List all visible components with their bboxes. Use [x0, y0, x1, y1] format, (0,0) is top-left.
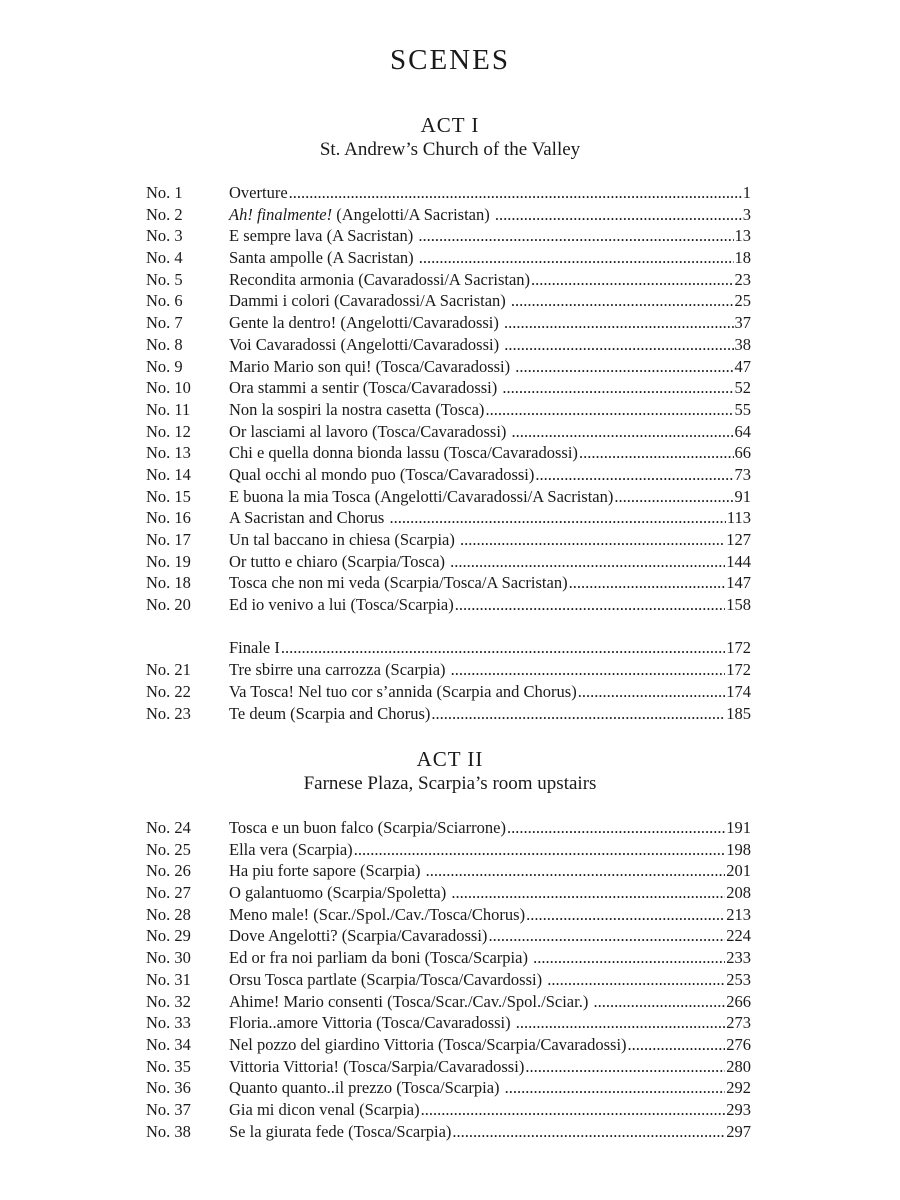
scene-entry — [146, 947, 751, 969]
scene-entry — [146, 1012, 751, 1034]
scene-entry — [146, 290, 751, 312]
dot-leader — [502, 377, 733, 399]
scene-number: No. 12 — [146, 421, 191, 441]
scene-title: Tosca e un buon falco (Scarpia/Sciarrone) — [229, 818, 506, 837]
scene-page-number: 185 — [726, 703, 751, 723]
scene-number: No. 33 — [146, 1013, 191, 1033]
dot-leader — [451, 659, 726, 681]
scene-page-number: 198 — [726, 839, 751, 859]
scene-title: Vittoria Vittoria! (Tosca/Sarpia/Cavaradossi) — [229, 1056, 525, 1076]
scene-entry — [146, 377, 751, 399]
scene-number: No. 37 — [146, 1099, 191, 1119]
scene-number: No. 8 — [146, 334, 183, 354]
dot-leader — [451, 882, 725, 904]
dot-leader — [578, 681, 726, 703]
scene-number: No. 9 — [146, 356, 183, 376]
scene-title: Dammi i colori (Cavaradossi/A Sacristan) — [229, 291, 510, 311]
scene-title: Un tal baccano in chiesa (Scarpia) — [229, 530, 459, 549]
scene-page-number: 91 — [734, 486, 751, 506]
scene-page-number: 297 — [726, 1121, 751, 1141]
dot-leader — [515, 356, 733, 378]
scene-title: Gia mi dicon venal (Scarpia) — [229, 1099, 420, 1119]
act-1-heading: ACT I — [420, 113, 480, 137]
scene-page-number: 18 — [734, 248, 751, 268]
scene-page-number: 47 — [734, 356, 751, 376]
scene-number: No. 20 — [146, 595, 191, 615]
scene-page-number: 208 — [726, 883, 751, 903]
scene-entry — [146, 182, 751, 204]
scene-page-number: 113 — [726, 508, 751, 528]
scene-number: No. 25 — [146, 839, 191, 859]
scene-title: Or lasciami al lavoro (Tosca/Cavaradossi) — [229, 421, 511, 441]
scene-number: No. 23 — [146, 703, 191, 723]
act-2-scene-list — [146, 817, 751, 1142]
scene-entry — [146, 312, 751, 334]
scene-number: No. 4 — [146, 248, 183, 268]
scene-page-number: 1 — [742, 183, 751, 202]
scene-page-number: 224 — [726, 926, 751, 946]
scene-page-number: 144 — [726, 551, 751, 571]
act-1-scene-list — [146, 182, 751, 724]
scene-number: No. 27 — [146, 883, 191, 903]
scene-number: No. 14 — [146, 464, 191, 484]
scene-number: No. 32 — [146, 991, 191, 1011]
scene-page-number: 191 — [726, 818, 751, 837]
scene-title — [229, 204, 494, 226]
dot-leader — [418, 225, 733, 247]
scene-title: Floria..amore Vittoria (Tosca/Cavaradossi) — [229, 1013, 515, 1033]
scene-title: Chi e quella donna bionda lassu (Tosca/Cavaradossi) — [229, 443, 578, 463]
act-2-heading: ACT II — [416, 747, 484, 771]
dot-leader — [450, 551, 725, 573]
scene-entry — [146, 486, 751, 508]
scene-entry — [146, 464, 751, 486]
scene-entry — [146, 529, 751, 551]
scene-page-number: 55 — [734, 399, 751, 419]
scene-title-italic: Ah! finalmente! — [229, 204, 333, 224]
scene-entry — [146, 860, 751, 882]
dot-leader — [460, 529, 725, 551]
scene-entry — [146, 507, 751, 529]
scene-page-number: 280 — [726, 1056, 751, 1076]
scene-title: Ed io venivo a lui (Tosca/Scarpia) — [229, 595, 454, 615]
scene-number: No. 2 — [146, 204, 183, 224]
scene-entry — [146, 421, 751, 443]
dot-leader — [455, 594, 726, 616]
dot-leader — [593, 991, 725, 1013]
scene-title: Overture — [229, 183, 288, 202]
group-spacer — [146, 616, 751, 638]
scene-page-number: 37 — [734, 313, 751, 333]
scene-number: No. 31 — [146, 969, 191, 989]
scene-page-number: 253 — [726, 969, 751, 989]
scene-entry — [146, 572, 751, 594]
scene-entry — [146, 681, 751, 703]
dot-leader — [495, 204, 742, 226]
scene-page-number: 213 — [726, 904, 751, 924]
scene-number: No. 19 — [146, 551, 191, 571]
scene-page-number: 158 — [726, 595, 751, 615]
dot-leader — [426, 860, 726, 882]
scene-number: No. 5 — [146, 269, 183, 289]
scene-title: Non la sospiri la nostra casetta (Tosca) — [229, 399, 485, 419]
scene-entry — [146, 991, 751, 1013]
scene-title: O galantuomo (Scarpia/Spoletta) — [229, 883, 451, 903]
scene-title: Meno male! (Scar./Spol./Cav./Tosca/Chorus) — [229, 904, 526, 924]
scene-entry — [146, 442, 751, 464]
dot-leader — [512, 421, 734, 443]
scene-number: No. 13 — [146, 443, 191, 463]
scene-number: No. 24 — [146, 818, 191, 837]
scene-entry — [146, 269, 751, 291]
scene-page-number: 273 — [726, 1013, 751, 1033]
scene-title: Tosca che non mi veda (Scarpia/Tosca/A Sacristan) — [229, 573, 568, 593]
scene-number: No. 28 — [146, 904, 191, 924]
act-2-location: Farnese Plaza, Scarpia’s room upstairs — [303, 773, 597, 794]
act-1-location: St. Andrew’s Church of the Valley — [319, 139, 581, 160]
scene-title-rest: (Angelotti/A Sacristan) — [332, 204, 494, 224]
dot-leader — [533, 947, 725, 969]
scene-title: Mario Mario son qui! (Tosca/Cavaradossi) — [229, 356, 515, 376]
dot-leader — [431, 703, 725, 725]
dot-leader — [504, 312, 734, 334]
scene-entry — [146, 1056, 751, 1078]
scene-entry — [146, 399, 751, 421]
scene-title: Ella vera (Scarpia) — [229, 839, 353, 859]
scene-page-number: 147 — [726, 573, 751, 593]
scene-number: No. 29 — [146, 926, 191, 946]
dot-leader — [531, 269, 733, 291]
scene-title: Ora stammi a sentir (Tosca/Cavaradossi) — [229, 378, 502, 398]
dot-leader — [419, 247, 734, 269]
dot-leader — [452, 1121, 725, 1143]
scene-number: No. 1 — [146, 183, 183, 202]
scene-title: Dove Angelotti? (Scarpia/Cavaradossi) — [229, 926, 488, 946]
scene-number: No. 18 — [146, 573, 191, 593]
scene-page-number: 293 — [726, 1099, 751, 1119]
scene-title: Ed or fra noi parliam da boni (Tosca/Scarpia) — [229, 948, 533, 968]
scene-page-number: 3 — [742, 204, 751, 224]
scene-title: Te deum (Scarpia and Chorus) — [229, 703, 431, 723]
scene-page-number: 38 — [734, 334, 751, 354]
scene-entry — [146, 551, 751, 573]
scene-page-number: 276 — [726, 1034, 751, 1054]
dot-leader — [389, 507, 725, 529]
scene-entry — [146, 1077, 751, 1099]
scene-number: No. 15 — [146, 486, 191, 506]
scene-number: No. 22 — [146, 681, 191, 701]
scene-number: No. 16 — [146, 508, 191, 528]
scene-title: Orsu Tosca partlate (Scarpia/Tosca/Cavardossi) — [229, 969, 547, 989]
scene-entry — [146, 1034, 751, 1056]
dot-leader — [628, 1034, 726, 1056]
dot-leader — [505, 1077, 726, 1099]
scene-number: No. 34 — [146, 1034, 191, 1054]
scene-number: No. 7 — [146, 313, 183, 333]
scene-entry — [146, 1099, 751, 1121]
scene-title: Santa ampolle (A Sacristan) — [229, 248, 418, 268]
dot-leader — [569, 572, 726, 594]
scene-entry — [146, 334, 751, 356]
scene-number: No. 10 — [146, 378, 191, 398]
scene-entry — [146, 839, 751, 861]
scene-entry — [146, 659, 751, 681]
dot-leader — [504, 334, 733, 356]
dot-leader — [488, 925, 725, 947]
scene-number: No. 3 — [146, 226, 183, 246]
scene-title: Voi Cavaradossi (Angelotti/Cavaradossi) — [229, 334, 504, 354]
scene-entry — [146, 1121, 751, 1143]
scene-page-number: 13 — [734, 226, 751, 246]
scene-title: Va Tosca! Nel tuo cor s’annida (Scarpia and Chorus) — [229, 681, 577, 701]
scene-title: Ahime! Mario consenti (Tosca/Scar./Cav./Spol./Sciar.) — [229, 991, 593, 1011]
dot-leader — [507, 817, 725, 839]
scene-title: Recondita armonia (Cavaradossi/A Sacristan) — [229, 269, 531, 289]
scene-page-number: 174 — [726, 681, 751, 701]
scene-title: Quanto quanto..il prezzo (Tosca/Scarpia) — [229, 1078, 504, 1098]
dot-leader — [526, 904, 725, 926]
scene-page-number: 25 — [734, 291, 751, 311]
scene-page-number: 64 — [734, 421, 751, 441]
dot-leader — [547, 969, 725, 991]
dot-leader — [525, 1056, 725, 1078]
scene-title: Tre sbirre una carrozza (Scarpia) — [229, 660, 450, 680]
scene-page-number: 66 — [734, 443, 751, 463]
scene-entry — [146, 817, 751, 839]
scene-page-number: 201 — [726, 861, 751, 881]
scene-title: Ha piu forte sapore (Scarpia) — [229, 861, 425, 881]
scene-number: No. 11 — [146, 399, 191, 419]
dot-leader — [485, 399, 733, 421]
scene-page-number: 52 — [734, 378, 751, 398]
dot-leader — [281, 637, 725, 659]
scene-title: A Sacristan and Chorus — [229, 508, 389, 528]
scene-number: No. 35 — [146, 1056, 191, 1076]
dot-leader — [535, 464, 733, 486]
scene-entry — [146, 594, 751, 616]
scene-entry — [146, 247, 751, 269]
scene-entry — [146, 703, 751, 725]
scene-title: Nel pozzo del giardino Vittoria (Tosca/Scarpia/Cavaradossi) — [229, 1034, 627, 1054]
scene-page-number: 172 — [726, 660, 751, 680]
scene-title: Or tutto e chiaro (Scarpia/Tosca) — [229, 551, 450, 571]
scene-page-number: 233 — [726, 948, 751, 968]
scene-page-number: 23 — [734, 269, 751, 289]
scene-title: E sempre lava (A Sacristan) — [229, 226, 418, 246]
scene-page-number: 266 — [726, 991, 751, 1011]
scene-entry — [146, 225, 751, 247]
scene-number: No. 38 — [146, 1121, 191, 1141]
scene-title: Finale I — [229, 638, 280, 658]
scene-number: No. 6 — [146, 291, 183, 311]
dot-leader — [614, 486, 733, 508]
scene-entry — [146, 204, 751, 226]
scene-entry — [146, 637, 751, 659]
scene-number: No. 21 — [146, 660, 191, 680]
scene-entry — [146, 925, 751, 947]
scene-entry — [146, 904, 751, 926]
dot-leader — [511, 290, 734, 312]
page-title: SCENES — [390, 44, 510, 76]
dot-leader — [421, 1099, 726, 1121]
scene-page-number: 127 — [726, 530, 751, 549]
dot-leader — [516, 1012, 725, 1034]
scene-number: No. 36 — [146, 1078, 191, 1098]
scene-number: No. 26 — [146, 861, 191, 881]
dot-leader — [354, 839, 726, 861]
dot-leader — [289, 182, 742, 204]
scene-title: Gente la dentro! (Angelotti/Cavaradossi) — [229, 313, 503, 333]
scene-entry — [146, 882, 751, 904]
scene-title: Se la giurata fede (Tosca/Scarpia) — [229, 1121, 452, 1141]
scene-page-number: 292 — [726, 1078, 751, 1098]
scene-number: No. 30 — [146, 948, 191, 968]
scene-page-number: 73 — [734, 464, 751, 484]
scene-number: No. 17 — [146, 530, 191, 549]
scene-entry — [146, 356, 751, 378]
scene-page-number: 172 — [726, 638, 751, 658]
scene-title: E buona la mia Tosca (Angelotti/Cavaradossi/A Sacristan) — [229, 486, 614, 506]
scene-title: Qual occhi al mondo puo (Tosca/Cavaradossi) — [229, 464, 535, 484]
scene-entry — [146, 969, 751, 991]
dot-leader — [579, 442, 734, 464]
